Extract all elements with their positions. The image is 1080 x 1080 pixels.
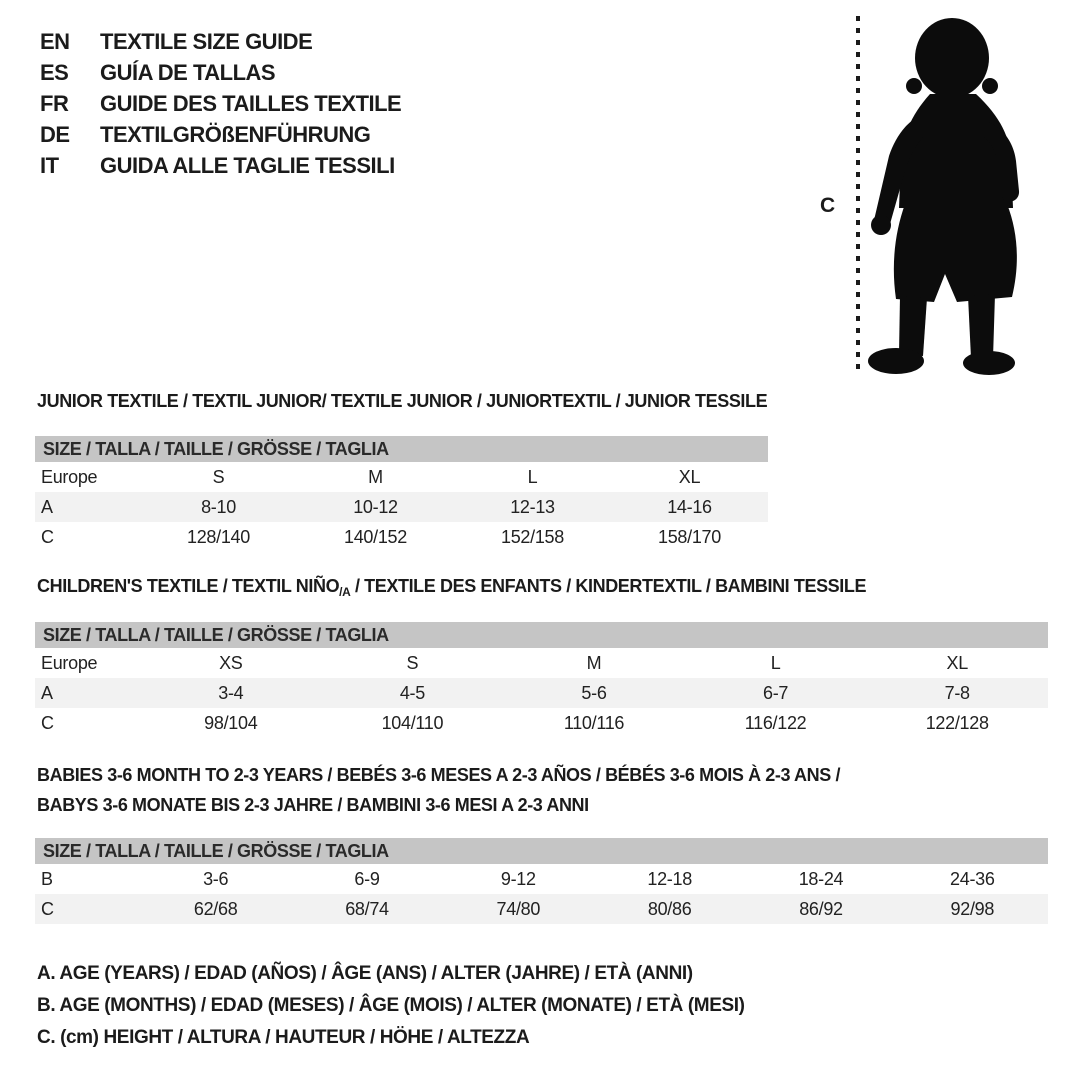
age-cell: 10-12 [353, 496, 398, 517]
lang-code: EN [40, 28, 70, 54]
age-cell: 12-13 [510, 496, 555, 517]
size-header-bar: SIZE / TALLA / TAILLE / GRÖSSE / TAGLIA [35, 622, 1048, 648]
age-cell: 3-4 [218, 682, 244, 703]
measure-label-c: C [820, 194, 836, 217]
row-label: C [41, 526, 54, 547]
babies-title-line1: BABIES 3-6 MONTH TO 2-3 YEARS / BEBÉS 3-6 MESES A 2-3 AÑOS / BÉBÉS 3-6 MOIS À 2-3 ANS / [37, 765, 841, 785]
age-cell: 4-5 [399, 682, 425, 703]
section-title-junior: JUNIOR TEXTILE / TEXTIL JUNIOR/ TEXTILE JUNIOR / JUNIORTEXTIL / JUNIOR TESSILE [37, 391, 768, 411]
size-cell: S [212, 466, 225, 487]
height-cell: 92/98 [950, 898, 995, 919]
row-label: B [41, 868, 53, 889]
months-cell: 18-24 [798, 868, 844, 889]
size-cell: XS [219, 652, 243, 673]
months-cell: 24-36 [950, 868, 995, 889]
months-cell: 9-12 [500, 868, 536, 889]
lang-label: GUIDA ALLE TAGLIE TESSILI [100, 152, 395, 178]
size-cell: XL [946, 652, 968, 673]
lang-code: FR [40, 90, 69, 116]
row-label: Europe [41, 652, 98, 673]
lang-label: TEXTILE SIZE GUIDE [100, 28, 313, 54]
legend-line-a: A. AGE (YEARS) / EDAD (AÑOS) / ÂGE (ANS) / ALTER (JAHRE) / ETÀ (ANNI) [37, 963, 693, 984]
size-cell: M [368, 466, 383, 487]
size-cell: M [586, 652, 602, 673]
row-label: C [41, 898, 54, 919]
height-cell: 98/104 [204, 712, 258, 733]
size-cell: L [527, 466, 538, 487]
height-cell: 110/116 [563, 712, 625, 733]
title-pre: CHILDREN'S TEXTILE / TEXTIL NIÑO [37, 576, 340, 596]
height-cell: 68/74 [345, 898, 389, 919]
lang-label: GUIDE DES TAILLES TEXTILE [100, 90, 402, 116]
toddler-shape [868, 18, 1019, 375]
height-cell: 152/158 [501, 526, 564, 547]
table-row-height [35, 708, 1048, 738]
lang-row-en [40, 26, 401, 57]
size-table-babies [35, 838, 1048, 924]
lang-row-de [40, 119, 401, 150]
size-header-bar: SIZE / TALLA / TAILLE / GRÖSSE / TAGLIA [35, 436, 768, 462]
section-title-babies [37, 760, 937, 820]
height-cell: 116/122 [744, 712, 807, 733]
height-cell: 80/86 [647, 898, 692, 919]
table-row-height [35, 894, 1048, 924]
months-cell: 12-18 [647, 868, 692, 889]
table-row-months [35, 864, 1048, 894]
months-cell: 6-9 [354, 868, 380, 889]
toddler-silhouette [780, 6, 1050, 378]
title-post: / TEXTILE DES ENFANTS / KINDERTEXTIL / BAMBINI TESSILE [350, 576, 867, 596]
age-cell: 7-8 [944, 682, 970, 703]
height-cell: 86/92 [799, 898, 843, 919]
section-title-children [37, 576, 866, 599]
table-row-age [35, 492, 768, 522]
language-header [40, 26, 401, 181]
size-cell: XL [678, 466, 701, 487]
table-row-europe [35, 462, 768, 492]
size-cell: S [406, 652, 419, 673]
measurement-legend [37, 958, 745, 1054]
height-cell: 128/140 [187, 526, 250, 547]
legend-line-c: C. (cm) HEIGHT / ALTURA / HAUTEUR / HÖHE / ALTEZZA [37, 1027, 530, 1048]
table-row-age [35, 678, 1048, 708]
row-label: A [41, 682, 53, 703]
babies-title-line2: BABYS 3-6 MONATE BIS 2-3 JAHRE / BAMBINI 3-6 MESI A 2-3 ANNI [37, 795, 589, 815]
height-cell: 104/110 [381, 712, 444, 733]
size-header-bar: SIZE / TALLA / TAILLE / GRÖSSE / TAGLIA [35, 838, 1048, 864]
size-cell: L [770, 652, 781, 673]
legend-line-b: B. AGE (MONTHS) / EDAD (MESES) / ÂGE (MOIS) / ALTER (MONATE) / ETÀ (MESI) [37, 995, 745, 1016]
height-cell: 62/68 [193, 898, 238, 919]
lang-row-fr [40, 88, 401, 119]
height-cell: 140/152 [344, 526, 407, 547]
lang-code: IT [40, 152, 59, 178]
table-row-height [35, 522, 768, 552]
row-label: A [41, 496, 53, 517]
height-cell: 74/80 [496, 898, 541, 919]
age-cell: 5-6 [581, 682, 607, 703]
row-label: Europe [41, 466, 98, 487]
size-table-children [35, 622, 1048, 738]
age-cell: 14-16 [667, 496, 712, 517]
row-label: C [41, 712, 54, 733]
age-cell: 8-10 [201, 496, 236, 517]
lang-row-es [40, 57, 401, 88]
table-row-europe [35, 648, 1048, 678]
height-figure [780, 6, 1050, 378]
lang-row-it [40, 150, 401, 181]
title-sub: /A [339, 585, 351, 599]
lang-label: GUÍA DE TALLAS [100, 59, 276, 85]
height-cell: 158/170 [658, 526, 721, 547]
lang-label: TEXTILGRÖßENFÜHRUNG [100, 121, 371, 147]
lang-code: ES [40, 59, 69, 85]
lang-code: DE [40, 121, 70, 147]
size-table-junior [35, 436, 768, 552]
age-cell: 6-7 [763, 682, 789, 703]
height-cell: 122/128 [925, 712, 989, 733]
months-cell: 3-6 [203, 868, 229, 889]
